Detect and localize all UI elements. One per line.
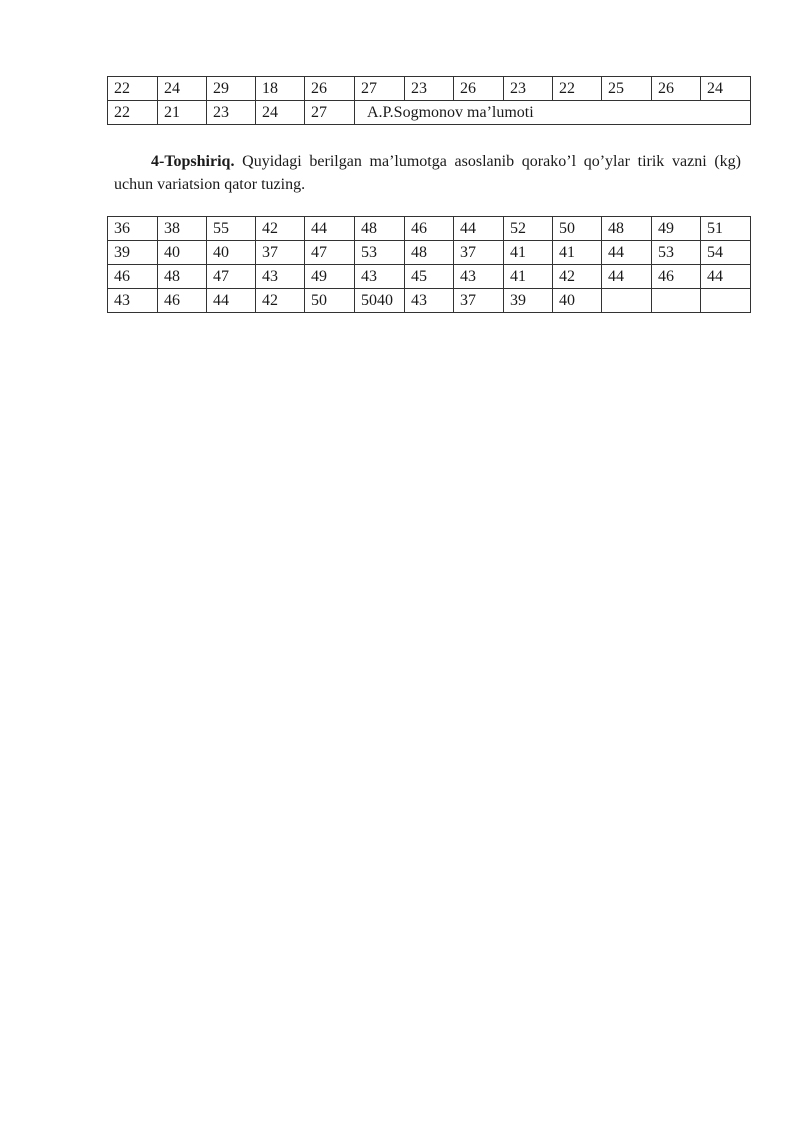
table-cell: 42 bbox=[553, 265, 602, 289]
table-cell: 21 bbox=[158, 101, 207, 125]
table-cell: 54 bbox=[701, 241, 751, 265]
table-cell: 43 bbox=[454, 265, 504, 289]
table-cell: 27 bbox=[355, 77, 405, 101]
table-cell: 37 bbox=[454, 289, 504, 313]
table-cell: 22 bbox=[553, 77, 602, 101]
table-row bbox=[108, 77, 751, 101]
table-cell: 5040 bbox=[355, 289, 405, 313]
table-row bbox=[108, 241, 751, 265]
table-cell: 29 bbox=[207, 77, 256, 101]
table-cell: 48 bbox=[602, 217, 652, 241]
table-cell: 47 bbox=[305, 241, 355, 265]
table-cell: 41 bbox=[504, 265, 553, 289]
table-cell bbox=[602, 289, 652, 313]
table-cell: 22 bbox=[108, 77, 158, 101]
task-text: Quyidagi berilgan ma’lumotga asoslanib qorako’l qo’ylar tirik vazni (kg) uchun variatsion qator tuzing. bbox=[114, 153, 741, 193]
table-cell: 26 bbox=[305, 77, 355, 101]
table-cell: 44 bbox=[207, 289, 256, 313]
table-cell: 40 bbox=[207, 241, 256, 265]
table-cell: 55 bbox=[207, 217, 256, 241]
table-cell: 46 bbox=[158, 289, 207, 313]
table-cell: 43 bbox=[256, 265, 305, 289]
table-cell: 48 bbox=[158, 265, 207, 289]
table-cell: 25 bbox=[602, 77, 652, 101]
table-cell: 48 bbox=[355, 217, 405, 241]
table-cell: 47 bbox=[207, 265, 256, 289]
table-cell: 40 bbox=[553, 289, 602, 313]
table-cell: 24 bbox=[158, 77, 207, 101]
table-cell: 49 bbox=[305, 265, 355, 289]
table-row bbox=[108, 265, 751, 289]
table-cell: 45 bbox=[405, 265, 454, 289]
table-cell: 24 bbox=[701, 77, 751, 101]
table-cell: 43 bbox=[355, 265, 405, 289]
table-cell: 43 bbox=[108, 289, 158, 313]
table-cell: 27 bbox=[305, 101, 355, 125]
table-cell: 48 bbox=[405, 241, 454, 265]
table-row bbox=[108, 289, 751, 313]
table-cell bbox=[652, 289, 701, 313]
table-cell: 41 bbox=[553, 241, 602, 265]
table-cell: 53 bbox=[652, 241, 701, 265]
table-cell: 22 bbox=[108, 101, 158, 125]
table-cell: 44 bbox=[701, 265, 751, 289]
table-cell: 36 bbox=[108, 217, 158, 241]
table-cell: 44 bbox=[305, 217, 355, 241]
table-cell: 46 bbox=[405, 217, 454, 241]
table-cell: 26 bbox=[454, 77, 504, 101]
table-cell: 23 bbox=[405, 77, 454, 101]
table-cell: 23 bbox=[207, 101, 256, 125]
table-cell: 42 bbox=[256, 289, 305, 313]
table-cell: 37 bbox=[454, 241, 504, 265]
data-table-2 bbox=[107, 216, 751, 313]
table-cell: 42 bbox=[256, 217, 305, 241]
table-row bbox=[108, 101, 751, 125]
table-cell: 50 bbox=[305, 289, 355, 313]
table-cell: 46 bbox=[652, 265, 701, 289]
table-cell: 53 bbox=[355, 241, 405, 265]
table-row bbox=[108, 217, 751, 241]
table-cell: 23 bbox=[504, 77, 553, 101]
table-cell: 41 bbox=[504, 241, 553, 265]
table-cell: 43 bbox=[405, 289, 454, 313]
table-cell: 50 bbox=[553, 217, 602, 241]
table-cell: 46 bbox=[108, 265, 158, 289]
table-cell: 18 bbox=[256, 77, 305, 101]
data-table-1 bbox=[107, 76, 751, 125]
table-cell bbox=[701, 289, 751, 313]
table-cell: 40 bbox=[158, 241, 207, 265]
table-cell: 26 bbox=[652, 77, 701, 101]
table-cell: 39 bbox=[504, 289, 553, 313]
table-cell: 39 bbox=[108, 241, 158, 265]
table-cell: 49 bbox=[652, 217, 701, 241]
table-cell: 44 bbox=[454, 217, 504, 241]
task-heading: 4-Topshiriq. bbox=[151, 153, 235, 170]
table-cell: 38 bbox=[158, 217, 207, 241]
task-paragraph bbox=[114, 150, 741, 196]
source-note: A.P.Sogmonov ma’lumoti bbox=[355, 101, 751, 125]
table-cell: 24 bbox=[256, 101, 305, 125]
table-cell: 44 bbox=[602, 265, 652, 289]
table-cell: 44 bbox=[602, 241, 652, 265]
table-cell: 37 bbox=[256, 241, 305, 265]
table-cell: 52 bbox=[504, 217, 553, 241]
table-cell: 51 bbox=[701, 217, 751, 241]
